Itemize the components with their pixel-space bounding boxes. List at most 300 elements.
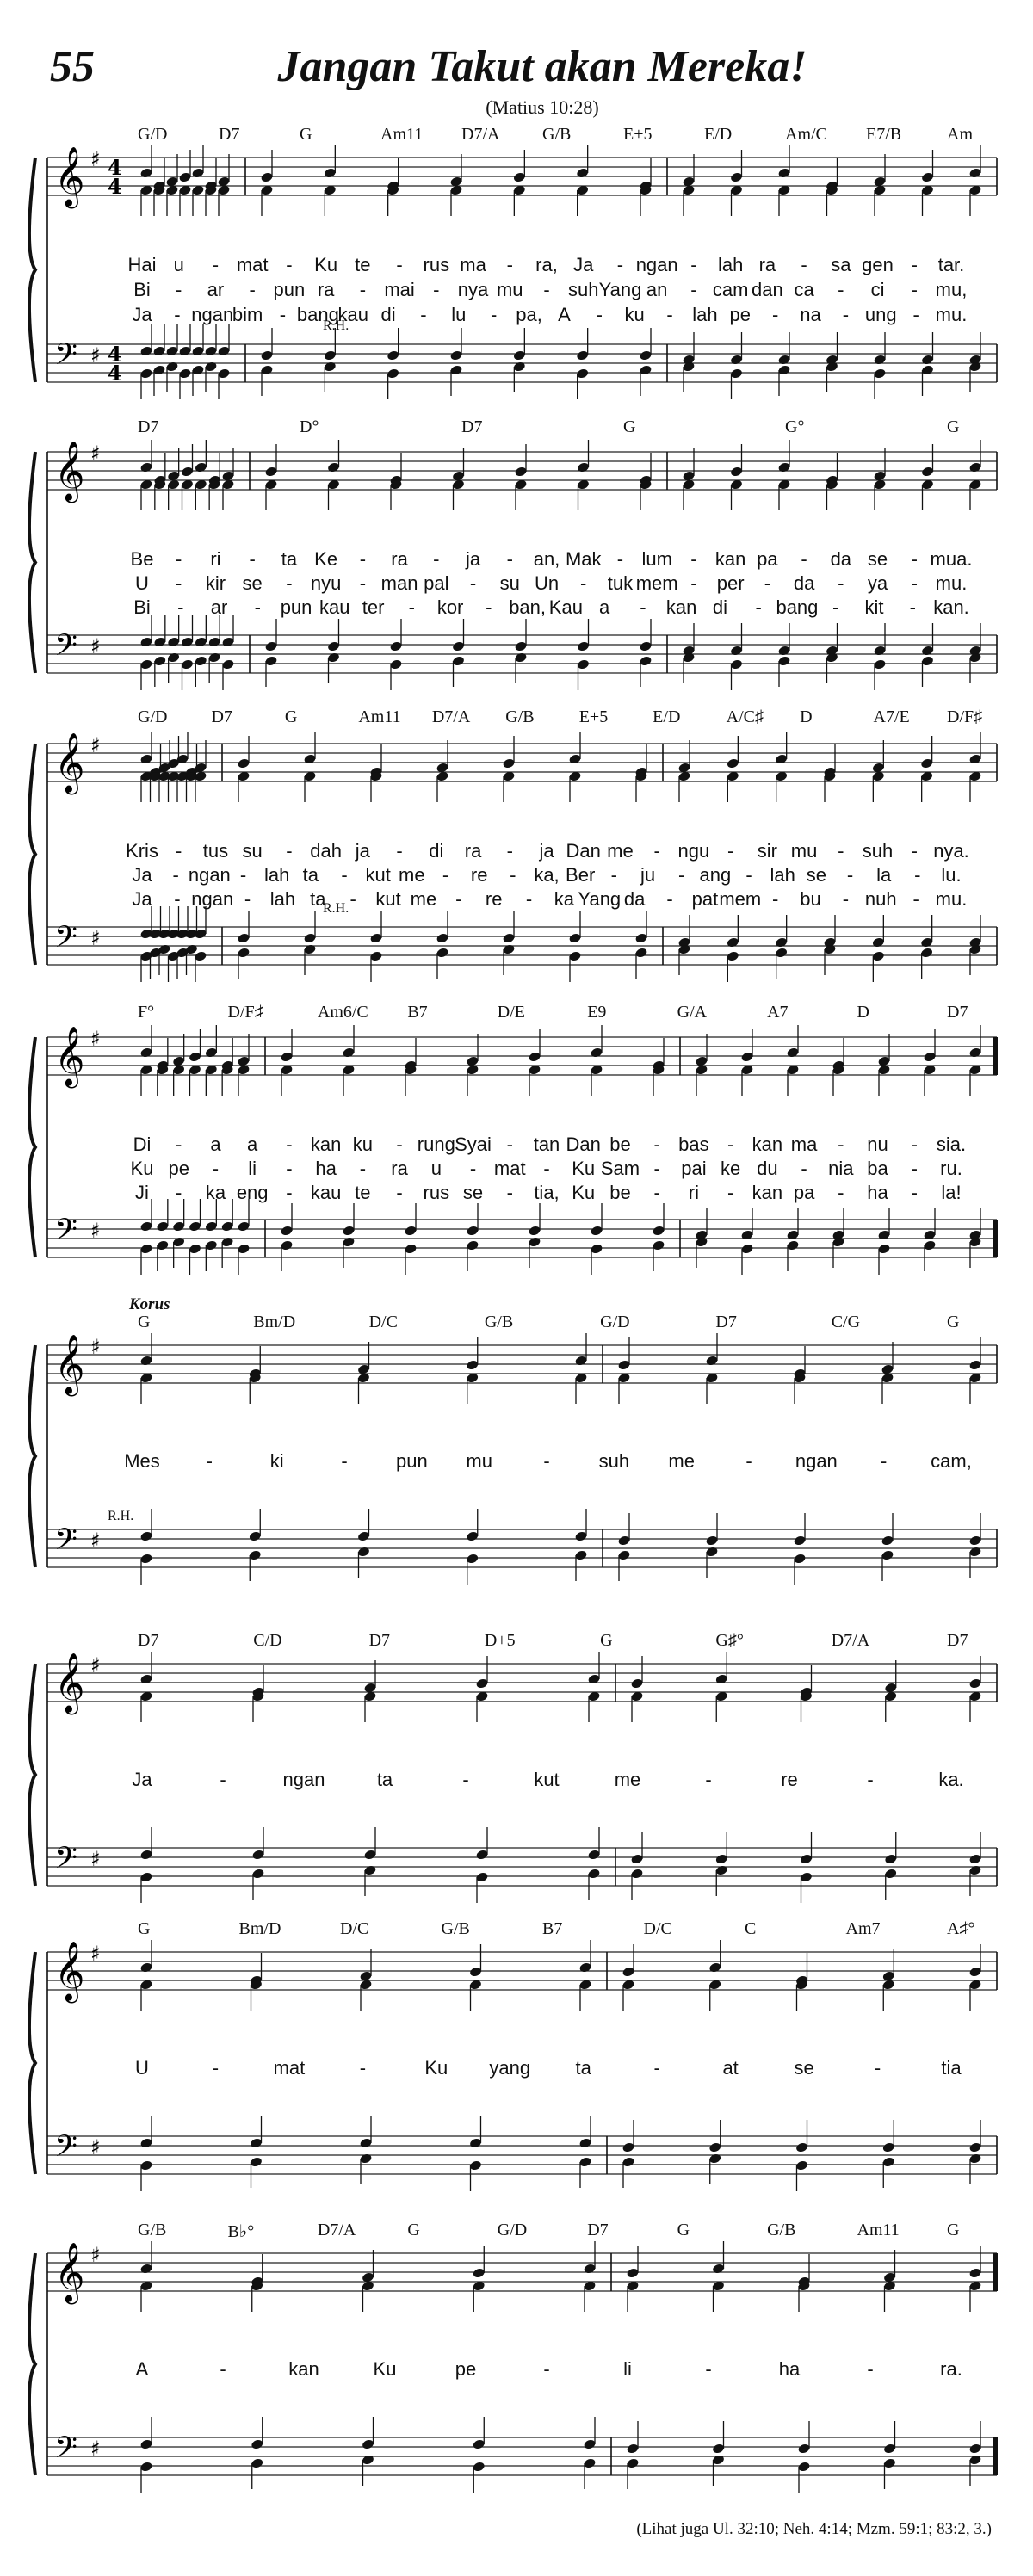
lyric-syllable: - [874,2057,881,2079]
lyric-syllable: kan [665,596,697,618]
lyric-syllable: - [433,279,440,300]
lyric-syllable: ta [302,864,319,886]
lyric-syllable: mua. [930,548,973,570]
lyric-syllable: mu [466,1450,492,1472]
lyric-syllable: - [727,1182,734,1203]
lyric-line [0,279,1033,303]
lyric-syllable: re [781,1769,798,1790]
chord-symbol: D/C [368,1313,398,1331]
lyric-syllable: Syai [455,1134,492,1155]
chord-symbol: G/B [484,1313,514,1331]
lyric-syllable: lah [692,304,718,325]
treble-clef-icon: 𝄞 [54,2242,85,2302]
final-barline [993,2437,998,2475]
lyric-syllable: - [486,596,492,618]
chord-symbol: A/C♯ [726,707,764,726]
chord-symbol: G/B [441,1919,470,1938]
lyric-syllable: man [380,572,418,594]
lyric-syllable: nya. [933,840,969,862]
chord-symbol: C/G [831,1313,861,1331]
lyric-syllable: pe [168,1158,189,1179]
chord-symbol: Am [947,125,973,144]
lyric-syllable: - [838,840,844,862]
chord-symbol: G♯° [715,1631,744,1650]
lyric-syllable: lah [263,864,290,886]
chord-symbol: G [284,707,298,726]
lyric-syllable: - [690,279,697,300]
chord-symbol: B7 [407,1003,428,1022]
bass-clef-icon: 𝄢 [54,1840,78,1882]
chord-symbol: E9 [587,1003,607,1022]
lyric-syllable: ha [778,2358,801,2380]
key-signature-sharp-icon: ♯ [90,1653,101,1677]
lyric-syllable: - [359,2057,367,2079]
lyric-syllable: ngan [191,304,234,325]
grand-staff [0,1003,1033,1261]
lyric-syllable: - [801,254,807,275]
lyric-syllable: - [206,1450,213,1472]
lyric-syllable: ka, [534,864,560,886]
lyric-syllable: - [912,888,919,910]
chord-symbol: G/D [600,1313,630,1331]
lyric-syllable: pa [757,548,778,570]
lyric-line [0,888,1033,912]
lyric-syllable: ra [758,254,776,275]
chord-symbol: G° [785,417,805,436]
lyric-syllable: sir [757,840,777,862]
lyric-syllable: kut [365,864,391,886]
lyric-syllable: - [705,1769,712,1790]
lyric-syllable: suh [862,840,894,862]
lyric-syllable: Ku [314,254,338,275]
lyric-syllable: kan [288,2358,319,2380]
chord-symbol: G [947,417,960,436]
lyric-syllable: tus [202,840,229,862]
lyric-syllable: kut [534,1769,560,1790]
lyric-line [0,864,1033,888]
lyric-syllable: tuk [607,572,634,594]
chord-symbol: E+5 [623,125,653,144]
lyric-syllable: te [355,254,371,275]
lyric-syllable: - [212,1158,220,1179]
lyric-syllable: - [286,1182,293,1203]
lyric-syllable: bu [800,888,821,910]
lyric-syllable: ra [464,840,482,862]
lyric-syllable: Ja [573,254,594,275]
music-system [0,1003,1033,1261]
lyric-syllable: sa [831,254,851,275]
lyric-syllable: ki [269,1450,284,1472]
lyric-syllable: - [408,596,415,618]
lyric-syllable: ri [210,548,221,570]
lyric-syllable: Ku [572,1158,596,1179]
lyric-syllable: - [510,864,516,886]
lyric-syllable: Mak [565,548,602,570]
lyric-syllable: la! [941,1182,962,1203]
chord-symbol: D/C [340,1919,369,1938]
lyric-syllable: - [543,1158,550,1179]
treble-clef-icon: 𝄞 [54,1026,85,1086]
lyric-syllable: - [580,572,587,594]
lyric-syllable: rus [423,1182,450,1203]
korus-label: Korus [129,1295,170,1313]
chord-symbol: Am/C [785,125,827,144]
lyric-syllable: nyu [310,572,342,594]
chord-symbol: G/B [767,2221,796,2239]
lyric-syllable: ka [554,888,575,910]
lyric-syllable: pun [280,596,312,618]
lyric-syllable: per [716,572,745,594]
key-signature-sharp-icon: ♯ [90,343,101,368]
lyric-syllable: ha [867,1182,888,1203]
chord-symbol: G [677,2221,690,2239]
lyric-syllable: ngan [191,888,234,910]
lyric-line [0,1450,1033,1474]
lyric-syllable: cam [712,279,749,300]
lyric-syllable: Ja [132,1769,152,1790]
treble-staff [47,2242,997,2304]
lyric-syllable: - [359,1158,367,1179]
lyric-syllable: di [429,840,444,862]
bass-staff [47,1840,997,1886]
lyric-syllable: ha [315,1158,337,1179]
lyric-syllable: - [286,254,293,275]
lyric-syllable: - [455,888,462,910]
lyric-syllable: Ja [132,864,152,886]
chord-symbol: D7 [587,2221,609,2239]
lyric-syllable: na [800,304,821,325]
lyric-line [0,596,1033,621]
key-signature-sharp-icon: ♯ [90,634,101,658]
lyric-syllable: - [286,572,293,594]
lyric-syllable: Sam [600,1158,640,1179]
chord-symbol: D+5 [484,1631,516,1650]
lyric-syllable: pa [793,1182,815,1203]
lyric-syllable: - [469,1158,477,1179]
lyric-syllable: Ku [572,1182,596,1203]
chord-symbol: G [947,1313,960,1331]
key-signature-sharp-icon: ♯ [90,1942,101,1966]
lyric-syllable: pa, [516,304,542,325]
treble-clef-icon: 𝄞 [54,146,85,207]
lyric-syllable: - [359,572,367,594]
hymn-number: 55 [50,42,95,91]
chord-symbol: A7/E [873,707,910,726]
chord-symbol: D [857,1003,869,1022]
lyric-syllable: te [355,1182,371,1203]
chord-symbol: G/D [138,707,168,726]
lyric-syllable: - [506,254,513,275]
lyric-syllable: an, [533,548,560,570]
lyric-line [0,548,1033,572]
lyric-syllable: kut [375,888,401,910]
lyric-syllable: u [173,254,184,275]
lyric-syllable: - [349,888,356,910]
lyric-syllable: - [705,2358,712,2380]
lyric-syllable: me [399,864,425,886]
lyric-syllable: - [177,596,184,618]
lyric-syllable: - [616,254,624,275]
lyric-syllable: Ku [424,2057,448,2079]
lyric-syllable: kau [310,1182,342,1203]
lyric-line [0,254,1033,278]
lyric-syllable: di [712,596,727,618]
treble-staff [47,1652,997,1714]
bass-staff [47,919,997,965]
scripture-reference: (Matius 10:28) [486,96,599,118]
lyric-syllable: mem [635,572,678,594]
lyric-syllable: re [485,888,503,910]
lyric-syllable: Dan [566,840,601,862]
chord-symbol: D7 [368,1631,391,1650]
lyric-syllable: ra, [535,254,558,275]
lyric-syllable: la [876,864,892,886]
lyric-syllable: - [244,888,251,910]
lyric-syllable: - [764,572,771,594]
lyric-syllable: se [794,2057,814,2079]
right-hand-marking: R.H. [323,318,349,333]
key-signature-sharp-icon: ♯ [90,2243,101,2267]
lyric-syllable: Ku [130,1158,154,1179]
lyric-syllable: Kris [126,840,158,862]
lyric-syllable: Di [133,1134,152,1155]
grand-staff [0,1313,1033,1571]
lyric-syllable: - [846,864,854,886]
lyric-syllable: - [172,864,179,886]
lyric-syllable: se [242,572,263,594]
lyric-syllable: lah [717,254,744,275]
treble-staff [47,1941,997,2003]
treble-clef-icon: 𝄞 [54,441,85,501]
lyric-syllable: Un [534,572,560,594]
lyric-syllable: - [911,254,918,275]
lyric-syllable: tan [533,1134,560,1155]
lyric-syllable: Ke [314,548,338,570]
lyric-syllable: gen [862,254,894,275]
lyric-syllable: - [842,304,850,325]
lyric-syllable: tia [941,2057,962,2079]
lyric-syllable: - [616,548,624,570]
lyric-syllable: pun [273,279,306,300]
chord-symbol: D7 [947,1003,968,1022]
lyric-syllable: me [410,888,437,910]
lyric-syllable: da [623,888,646,910]
lyric-syllable: kor [436,596,464,618]
lyric-syllable: bang [296,304,339,325]
chord-symbol: F° [138,1003,155,1022]
lyric-syllable: - [220,1769,226,1790]
lyric-syllable: ang [699,864,732,886]
lyric-syllable: mu [790,840,818,862]
lyric-syllable: ku [352,1134,373,1155]
lyric-syllable: - [909,596,916,618]
lyric-syllable: ma [790,1134,818,1155]
lyric-syllable: ngu [677,840,710,862]
lyric-syllable: - [832,596,839,618]
chord-symbol: D7/A [317,2221,356,2239]
lyric-syllable: - [745,1450,752,1472]
lyric-syllable: ngan [282,1769,325,1790]
lyric-syllable: - [176,572,182,594]
lyric-syllable: ar [207,279,225,300]
lyric-syllable: - [220,2358,226,2380]
lyric-syllable: - [543,279,550,300]
lyric-syllable: be [609,1182,631,1203]
lyric-syllable: ru. [940,1158,962,1179]
lyric-syllable: - [771,304,779,325]
bass-staff [47,2128,997,2174]
lyric-syllable: - [176,1182,182,1203]
lyric-syllable: ja [355,840,370,862]
lyric-syllable: - [506,1134,513,1155]
lyric-syllable: Ku [373,2358,397,2380]
lyric-syllable: Kau [548,596,583,618]
lyric-syllable: - [506,840,513,862]
lyric-syllable: nu [867,1134,888,1155]
right-hand-marking: R.H. [323,901,349,916]
lyric-syllable: - [396,1182,403,1203]
time-signature: 4 [108,174,122,199]
lyric-syllable: ka [205,1182,226,1203]
lyric-syllable: - [690,572,697,594]
lyric-syllable: lu [451,304,467,325]
lyric-syllable: ra [391,548,408,570]
lyric-syllable: Mes [124,1450,160,1472]
lyric-syllable: se [462,1182,484,1203]
lyric-syllable: - [911,279,918,300]
lyric-syllable: at [722,2057,739,2079]
lyric-syllable: a [210,1134,221,1155]
lyric-syllable: - [506,1182,513,1203]
lyric-line [0,2358,1033,2382]
lyric-syllable: - [239,864,247,886]
chord-symbol: D° [300,417,319,436]
lyric-syllable: - [653,1182,660,1203]
chord-symbol: D7 [715,1313,737,1331]
lyric-syllable: mu, [935,279,968,300]
lyric-syllable: Dan [566,1134,601,1155]
lyric-syllable: - [176,548,182,570]
lyric-syllable: suh [598,1450,630,1472]
lyric-syllable: di [380,304,396,325]
lyric-syllable: - [755,596,762,618]
music-system [0,1631,1033,1889]
lyric-syllable: - [212,254,220,275]
lyric-syllable: - [174,304,181,325]
lyric-syllable: Bi [133,279,151,300]
lyric-syllable: kit [864,596,884,618]
lyric-syllable: - [396,840,403,862]
lyric-syllable: a [599,596,610,618]
key-signature-sharp-icon: ♯ [90,733,101,757]
lyric-syllable: Yang [598,279,642,300]
lyric-syllable: ta [281,548,298,570]
lyric-syllable: - [212,2057,220,2079]
lyric-syllable: sia. [936,1134,967,1155]
music-system [0,125,1033,386]
lyric-syllable: mu. [935,304,968,325]
lyric-syllable: lah [770,864,795,886]
chord-symbol: E/D [653,707,681,726]
lyric-syllable: - [286,1158,293,1179]
lyric-syllable: mem [719,888,762,910]
lyric-syllable: kan [752,1134,783,1155]
chord-symbol: D7/A [831,1631,870,1650]
music-system [0,1295,1033,1571]
lyric-syllable: - [911,572,918,594]
key-signature-sharp-icon: ♯ [90,926,101,950]
lyric-syllable: Ja [132,888,152,910]
chord-symbol: Am11 [358,707,401,726]
treble-staff [47,732,997,794]
chord-symbol: C [745,1919,757,1938]
treble-clef-icon: 𝄞 [54,1941,85,2001]
lyric-syllable: - [640,596,646,618]
lyric-syllable: lum [641,548,672,570]
treble-clef-icon: 𝄞 [54,732,85,793]
chord-symbol: D7/A [431,707,471,726]
key-signature-sharp-icon: ♯ [90,147,101,171]
lyric-syllable: - [653,840,660,862]
lyric-syllable: bim [232,304,263,325]
music-system [0,2221,1033,2479]
lyric-syllable: yang [489,2057,531,2079]
chord-symbol: Bm/D [253,1313,296,1331]
chord-symbol: G/B [505,707,535,726]
key-signature-sharp-icon: ♯ [90,1219,101,1243]
bass-clef-icon: 𝄢 [54,1522,78,1564]
lyric-syllable: pal [424,572,449,594]
lyric-syllable: ta [376,1769,393,1790]
key-signature-sharp-icon: ♯ [90,1027,101,1051]
lyric-syllable: bas [678,1134,709,1155]
lyric-syllable: - [867,1769,874,1790]
key-signature-sharp-icon: ♯ [90,442,101,466]
lyric-syllable: mat [273,2057,306,2079]
chord-symbol: D7 [138,417,159,436]
lyric-syllable: me [668,1450,695,1472]
chord-symbol: G/A [677,1003,708,1022]
lyric-syllable: - [279,304,287,325]
lyric-syllable: - [911,548,918,570]
lyric-syllable: - [911,1158,918,1179]
lyric-syllable: - [666,304,673,325]
lyric-syllable: A [558,304,571,325]
chord-symbol: G [407,2221,420,2239]
lyric-syllable: ke [721,1158,741,1179]
bass-staff [47,1522,997,1567]
lyric-syllable: Ber [566,864,596,886]
lyric-syllable: rus [423,254,450,275]
key-signature-sharp-icon: ♯ [90,2135,101,2159]
lyric-syllable: se [806,864,826,886]
lyric-syllable: - [745,864,752,886]
lyric-syllable: Yang [578,888,622,910]
lyric-syllable: rung [417,1134,455,1155]
chord-symbol: E7/B [866,125,902,144]
lyric-syllable: lah [269,888,296,910]
lyric-syllable: Bi [133,596,151,618]
chord-symbol: G/B [542,125,572,144]
bass-staff [47,2430,997,2475]
lyric-syllable: ta [575,2057,591,2079]
lyric-syllable: - [543,2358,550,2380]
chord-symbol: Am7 [845,1919,881,1938]
chord-symbol: Am6/C [317,1003,368,1022]
chord-symbol: Am11 [857,2221,900,2239]
lyric-syllable: - [286,1134,293,1155]
lyric-syllable: - [469,572,477,594]
